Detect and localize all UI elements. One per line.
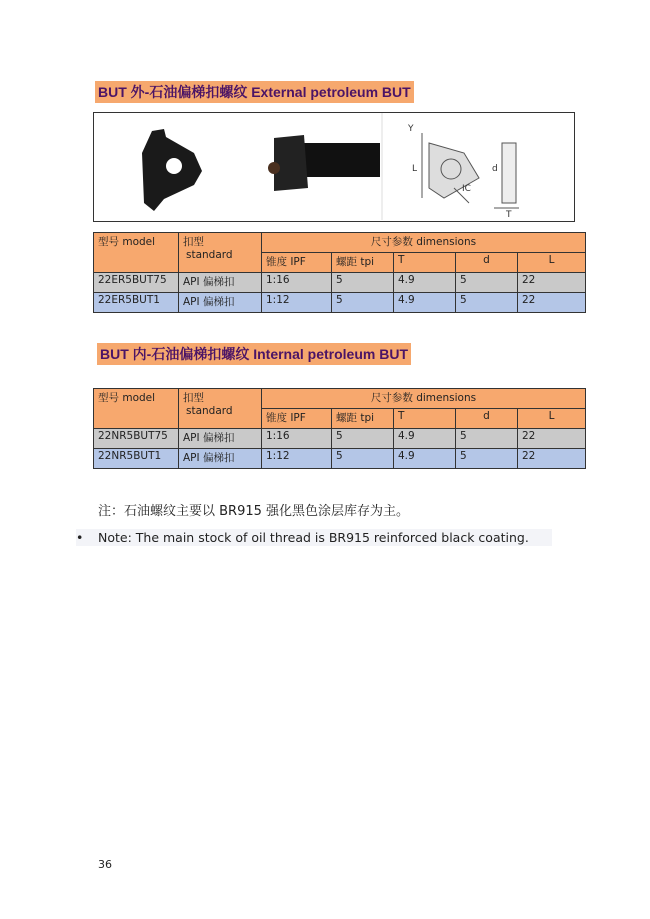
svg-text:T: T	[506, 210, 512, 220]
section-title-external: BUT 外-石油偏梯扣螺纹 External petroleum BUT	[95, 81, 414, 103]
internal-spec-table	[93, 388, 586, 469]
holder-image	[268, 135, 380, 191]
product-images	[93, 112, 575, 222]
header-dimensions: 尺寸参数 dimensions	[262, 389, 586, 409]
svg-text:d: d	[492, 164, 498, 174]
header-l: L	[518, 409, 586, 429]
svg-text:L: L	[412, 164, 418, 174]
header-ipf: 锥度 IPF	[262, 409, 332, 429]
header-model: 型号 model	[94, 233, 179, 273]
note-english: • Note: The main stock of oil thread is BR915 reinforced black coating.	[76, 529, 552, 546]
svg-text:IC: IC	[462, 184, 471, 194]
header-tpi: 螺距 tpi	[332, 409, 394, 429]
insert-image	[142, 129, 202, 211]
header-standard: 扣型 standard	[179, 233, 262, 273]
header-t: T	[394, 253, 456, 273]
table-row: 22NR5BUT1 API 偏梯扣 1:12 5 4.9 5 22	[94, 449, 586, 469]
header-dimensions: 尺寸参数 dimensions	[262, 233, 586, 253]
header-ipf: 锥度 IPF	[262, 253, 332, 273]
section-title-internal: BUT 内-石油偏梯扣螺纹 Internal petroleum BUT	[97, 343, 411, 365]
header-l: L	[518, 253, 586, 273]
external-spec-table	[93, 232, 586, 313]
insert-diagram	[407, 124, 519, 220]
header-tpi: 螺距 tpi	[332, 253, 394, 273]
table-row: 22NR5BUT75 API 偏梯扣 1:16 5 4.9 5 22	[94, 429, 586, 449]
header-d: d	[456, 409, 518, 429]
header-standard: 扣型 standard	[179, 389, 262, 429]
header-t: T	[394, 409, 456, 429]
product-illustrations	[94, 113, 574, 220]
table-row: 22ER5BUT75 API 偏梯扣 1:16 5 4.9 5 22	[94, 273, 586, 293]
header-d: d	[456, 253, 518, 273]
bullet-icon: •	[76, 530, 84, 545]
header-model: 型号 model	[94, 389, 179, 429]
note-chinese: 注：石油螺纹主要以 BR915 强化黑色涂层库存为主。	[98, 504, 410, 519]
table-row: 22ER5BUT1 API 偏梯扣 1:12 5 4.9 5 22	[94, 293, 586, 313]
svg-text:Y: Y	[408, 124, 414, 134]
page-number: 36	[98, 858, 112, 871]
